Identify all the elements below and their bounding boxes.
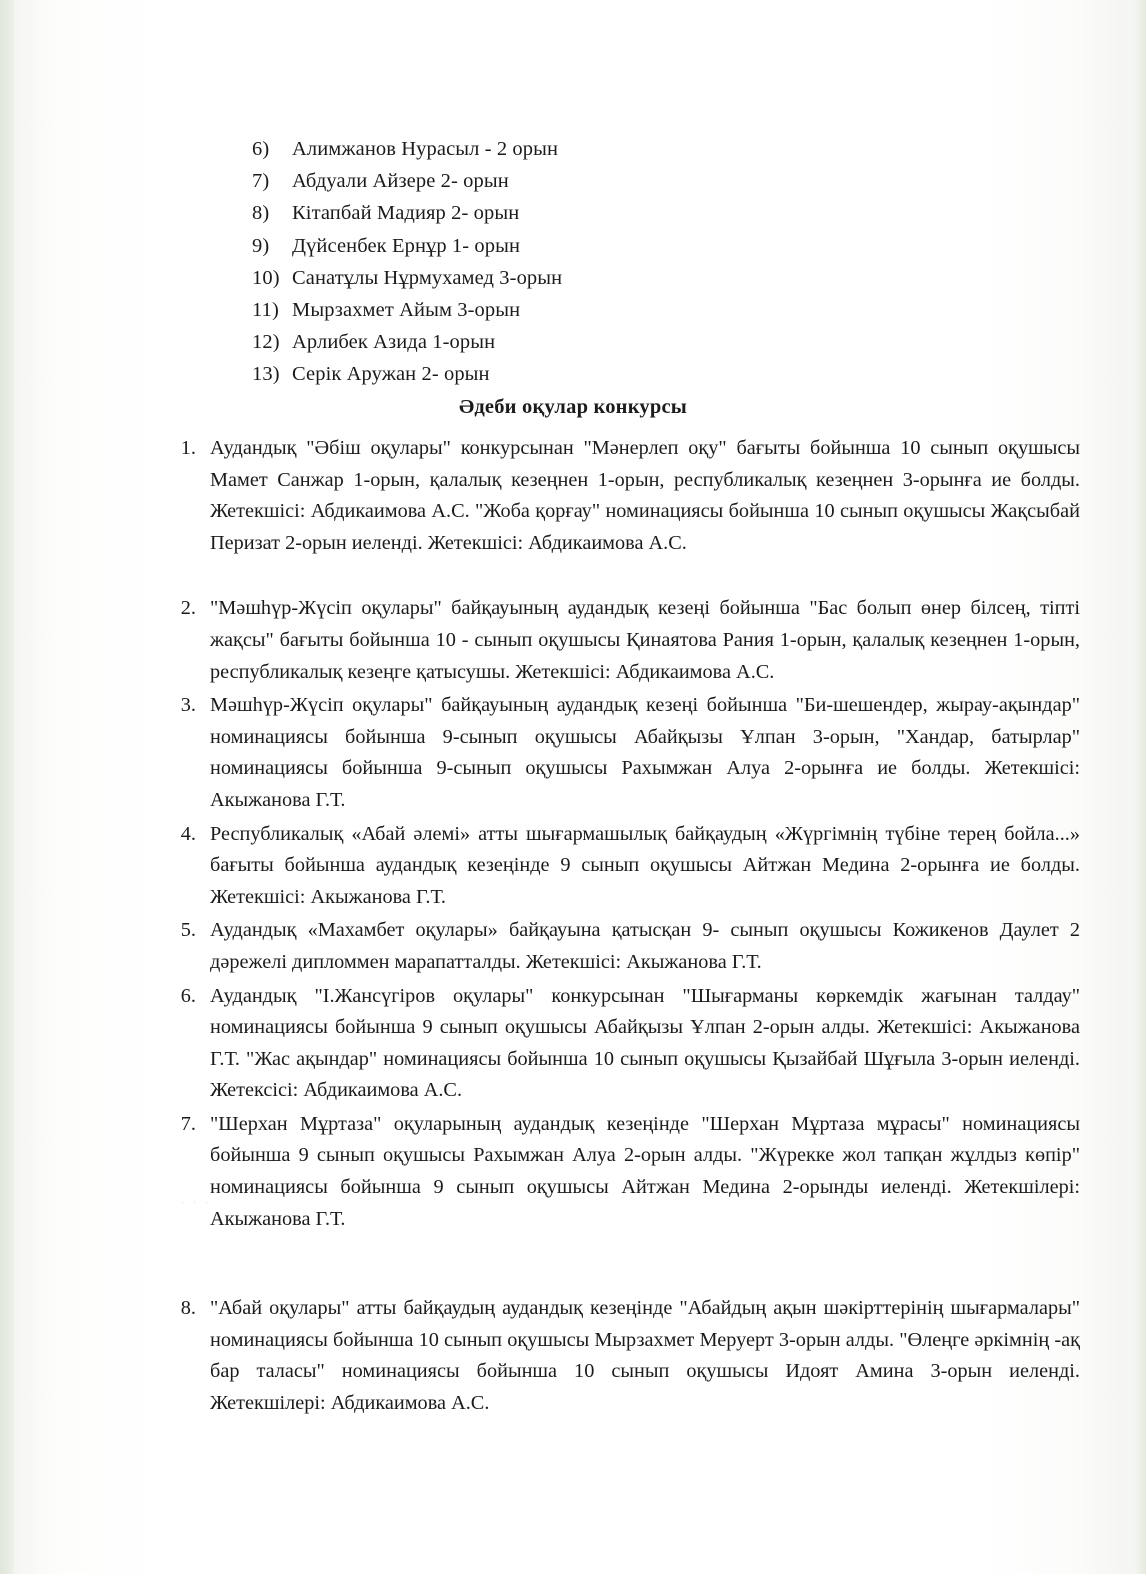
awards-continued-list <box>252 133 952 391</box>
list-item-text: Алимжанов Нурасыл - 2 орын <box>292 138 559 160</box>
list-item-number: 6) <box>252 138 270 160</box>
list-item <box>150 1109 1080 1235</box>
list-item-number: 4. <box>180 822 196 845</box>
list-item <box>252 197 952 229</box>
list-item-number: 7) <box>252 170 270 193</box>
list-item <box>252 262 952 294</box>
list-item-text: "Шерхан Мұртаза" оқуларының аудандық кезеңінде "Шерхан Мұртаза мұрасы" номинациясы бойынша 9 сынып оқушысы Рахымжан Алуа 2-орын алды. "Жүрекке жол тапқан жұлдыз көпір" номинациясы бойынша 9 сынып оқушысы Айтжан Медина 2-орынды иеленді. Жетекшілері: Акыжанова Г.Т. <box>210 1112 1080 1230</box>
list-item <box>252 133 952 165</box>
list-item-text: Аудандық «Махамбет оқулары» байқауына қатысқан 9- сынып оқушысы Кожикенов Даулет 2 дәрежелі дипломмен марапатталды. Жетекшісі: Акыжанова Г.Т. <box>210 919 1080 973</box>
literary-readings-list <box>150 433 1080 1420</box>
list-item-number: 10) <box>252 266 280 289</box>
list-item-text: Санатұлы Нұрмухамед 3-орын <box>292 266 563 289</box>
list-item-text: Кітапбай Мадияр 2- орын <box>292 202 520 225</box>
list-item <box>252 230 952 262</box>
list-item-text: "Абай оқулары" атты байқаудың аудандық кезеңінде "Абайдың ақын шәкірттерінің шығармалары" номинациясы бойынша 10 сынып оқушысы Мырзахмет Меруерт 3-орын алды. "Өлеңге әркімнің -ақ бар таласы" номинациясы бойынша 10 сынып оқушысы Идоят Амина 3-орын иеленді. Жетекшілері: Абдикаимова А.С. <box>210 1297 1080 1415</box>
list-item-text: Дүйсенбек Ернұр 1- орын <box>292 234 521 257</box>
list-item-number: 5. <box>180 919 196 942</box>
list-item-text: Республикалық «Абай әлемі» атты шығармашылық байқаудың «Жүргімнің түбіне терең бойла...» бағыты бойынша аудандық кезеңінде 9 сынып оқушысы Айтжан Медина 2-орынға ие болды. Жетекшісі: Акыжанова Г.Т. <box>210 822 1080 908</box>
list-item-number: 1. <box>180 437 196 459</box>
list-item-number: 9) <box>252 234 270 257</box>
list-item-number: 8. <box>180 1297 196 1320</box>
list-item-text: Аудандық "І.Жансүгіров оқулары" конкурсынан "Шығарманы көркемдік жағынан талдау" номинациясы бойынша 9 сынып оқушысы Абайқызы Ұлпан 2-орын алды. Жетекшісі: Акыжанова Г.Т. "Жас ақындар" номинациясы бойынша 10 сынып оқушысы Қызайбай Шұғыла 3-орын иеленді. Жетексісі: Абдикаимова А.С. <box>210 984 1080 1102</box>
list-item <box>150 1293 1080 1419</box>
list-item-text: "Мәшһүр-Жүсіп оқулары" байқауының аудандық кезеңі бойынша "Бас болып өнер білсең, тіпті жақсы" бағыты бойынша 10 - сынып оқушысы Қинаятова Рания 1-орын, қалалық кезеңнен 1-орын, республикалық кезеңге қатысушы. Жетекшісі: Абдикаимова А.С. <box>210 597 1080 683</box>
list-item <box>252 326 952 358</box>
list-item-text: Арлибек Азида 1-орын <box>292 331 496 354</box>
list-item-number: 7. <box>180 1112 196 1135</box>
list-item <box>150 690 1080 816</box>
list-item-text: Мәшһүр-Жүсіп оқулары" байқауының аудандық кезеңі бойынша "Би-шешендер, жырау-ақындар" номинациясы бойынша 9-сынып оқушысы Абайқызы Ұлпан 3-орын, "Хандар, батырлар" номинациясы бойынша 9-сынып оқушысы Рахымжан Алуа 2-орынға ие болды. Жетекшісі: Акыжанова Г.Т. <box>210 694 1080 811</box>
list-item-number: 11) <box>252 299 279 322</box>
list-item <box>150 915 1080 978</box>
list-item <box>150 819 1080 914</box>
list-item <box>150 593 1080 688</box>
bleed-through-text: · · · <box>180 1193 211 1211</box>
list-item-text: Абдуали Айзере 2- орын <box>292 170 509 193</box>
list-item <box>252 358 952 390</box>
list-item-number: 12) <box>252 331 280 354</box>
list-item <box>252 165 952 197</box>
list-item-number: 2. <box>180 597 196 620</box>
list-item <box>150 433 1080 559</box>
section-heading: Әдеби оқулар конкурсы <box>459 396 687 418</box>
list-item-number: 13) <box>252 363 280 386</box>
list-item <box>150 981 1080 1107</box>
list-item-number: 3. <box>180 694 196 717</box>
list-item-number: 8) <box>252 202 270 225</box>
list-item <box>252 294 952 326</box>
list-item-text: Серік Аружан 2- орын <box>292 363 490 386</box>
list-item-text: Аудандық "Әбіш оқулары" конкурсынан "Мәнерлеп оқу" бағыты бойынша 10 сынып оқушысы Мамет Санжар 1-орын, қалалық кезеңнен 1-орын, республикалық кезеңнен 3-орынға ие болды. Жетекшісі: Абдикаимова А.С. "Жоба қорғау" номинациясы бойынша 10 сынып оқушысы Жақсыбай Перизат 2-орын иеленді. Жетекшісі: Абдикаимова А.С. <box>210 437 1080 554</box>
list-item-number: 6. <box>180 984 196 1007</box>
list-item-text: Мырзахмет Айым 3-орын <box>292 299 521 322</box>
